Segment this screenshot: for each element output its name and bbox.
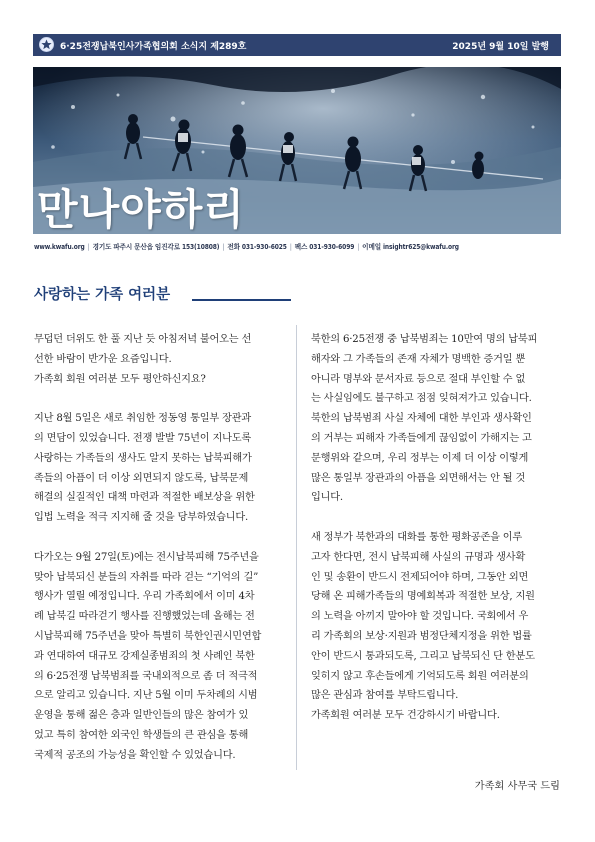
letter-line: 안이 반드시 통과되도록, 그리고 납북되신 단 한분도 bbox=[311, 650, 535, 662]
section-title: 사랑하는 가족 여러분 bbox=[34, 287, 171, 303]
letter-line: 입법 노력을 적극 지지해 줄 것을 당부하였습니다. bbox=[34, 512, 249, 524]
letter-line: 북한의 납북범죄 사실 자체에 대한 부인과 생사확인 bbox=[311, 413, 532, 425]
contact-separator: | bbox=[357, 243, 360, 251]
contact-phone: 전화 031-930-6025 bbox=[227, 243, 287, 251]
letter-paragraph bbox=[34, 330, 259, 389]
letter-line: 잊히지 않고 후손들에게 기억되도록 회원 여러분의 bbox=[311, 670, 529, 682]
contact-separator: | bbox=[87, 243, 90, 251]
letter-line: 국제적 공조의 가능성을 확인할 수 있었습니다. bbox=[34, 749, 236, 761]
letter-line: 고자 한다면, 전시 납북피해 사실의 규명과 생사확 bbox=[311, 551, 526, 563]
letter-paragraph bbox=[34, 409, 259, 528]
banner-photo bbox=[33, 67, 561, 234]
letter-line: 의 면담이 있었습니다. 전쟁 발발 75년이 지나도록 bbox=[34, 432, 252, 444]
letter-paragraph bbox=[311, 330, 536, 508]
letter-line: 으로 알리고 있습니다. 지난 5월 이미 두차례의 시범 bbox=[34, 690, 258, 702]
contact-separator: | bbox=[222, 243, 225, 251]
letter-line: 다가오는 9월 27일(토)에는 전시납북피해 75주년을 bbox=[34, 551, 259, 563]
title-underline bbox=[192, 299, 291, 301]
contact-website[interactable]: www.kwafu.org bbox=[34, 243, 85, 251]
contact-email[interactable]: 이메일 insightr625@kwafu.org bbox=[362, 243, 459, 251]
star-emblem-icon bbox=[39, 37, 54, 52]
letter-line: 사랑하는 가족들의 생사도 알지 못하는 납북피해가 bbox=[34, 452, 252, 464]
letter-line: 지난 8월 5일은 새로 취임한 정동영 통일부 장관과 bbox=[34, 413, 252, 425]
letter-line: 행사가 열릴 예정입니다. 우리 가족회에서 이미 4차 bbox=[34, 591, 255, 603]
letter-line: 입니다. bbox=[311, 492, 343, 504]
letter-line: 새 정부가 북한과의 대화를 통한 평화공존을 이루 bbox=[311, 531, 523, 543]
contact-separator: | bbox=[289, 243, 292, 251]
letter-line: 맞아 납북되신 분들의 자취를 따라 걷는 “기억의 길” bbox=[34, 571, 259, 583]
letter-line: 많은 통일부 장관과의 아픔을 외면해서는 안 될 것 bbox=[311, 472, 526, 484]
newsletter-header-bar bbox=[33, 34, 561, 56]
column-divider bbox=[296, 325, 297, 770]
letter-line: 의 거부는 피해자 가족들에게 끊임없이 가해지는 고 bbox=[311, 432, 532, 444]
letter-line: 운영을 통해 젊은 층과 일반인들의 많은 참여가 있 bbox=[34, 710, 249, 722]
letter-line: 아니라 명부와 문서자료 등으로 절대 부인할 수 없 bbox=[311, 373, 526, 385]
letter-line: 당해 온 피해가족들의 명예회복과 적절한 보상, 지원 bbox=[311, 591, 535, 603]
banner-title: 만나야하리 bbox=[37, 185, 245, 234]
issue-date: 2025년 9월 10일 발행 bbox=[452, 42, 549, 52]
letter-paragraph bbox=[34, 548, 262, 766]
letter-line: 족들의 아픔이 더 이상 외면되지 않도록, 납북문제 bbox=[34, 472, 249, 484]
letter-line: 해자와 그 가족들의 존재 자체가 명백한 증거일 뿐 bbox=[311, 353, 526, 365]
letter-line: 례 납북길 따라걷기 행사를 진행했었는데 올해는 전 bbox=[34, 611, 255, 623]
letter-paragraph bbox=[311, 528, 536, 726]
letter-line: 북한의 6·25전쟁 중 납북범죄는 10만여 명의 납북피 bbox=[311, 334, 538, 345]
letter-line: 시납북피해 75주년을 맞아 특별히 북한인권시민연합 bbox=[34, 630, 262, 642]
letter-line: 많은 관심과 참여를 부탁드립니다. bbox=[311, 690, 459, 702]
letter-line: 의 노력을 아끼지 말아야 할 것입니다. 국회에서 우 bbox=[311, 611, 529, 623]
letter-line: 가족회원 여러분 모두 건강하시기 바랍니다. bbox=[311, 710, 500, 722]
contact-address: 경기도 파주시 문산읍 임진각로 153(10808) bbox=[92, 243, 220, 251]
letter-left-column bbox=[34, 330, 262, 766]
letter-line: 과 연대하여 대규모 강제실종범죄의 첫 사례인 북한 bbox=[34, 650, 255, 662]
signature: 가족회 사무국 드림 bbox=[474, 781, 560, 792]
letter-line: 해결의 실질적인 대책 마련과 적절한 배보상을 위한 bbox=[34, 492, 255, 504]
letter-right-column bbox=[311, 330, 536, 726]
letter-line: 는 사실임에도 불구하고 점점 잊혀져가고 있습니다. bbox=[311, 393, 532, 405]
letter-line: 선한 바람이 반가운 요즘입니다. bbox=[34, 353, 172, 365]
letter-line: 무덥던 더위도 한 풀 지난 듯 아침저녁 불어오는 선 bbox=[34, 334, 252, 345]
contact-line bbox=[34, 241, 562, 251]
letter-line: 가족회 회원 여러분 모두 평안하신지요? bbox=[34, 373, 206, 385]
letter-line: 인 및 송환이 반드시 전제되어야 하며, 그동안 외면 bbox=[311, 571, 529, 583]
letter-line: 리 가족회의 보상·지원과 범정단체지정을 위한 법률 bbox=[311, 630, 532, 642]
contact-fax: 팩스 031-930-6099 bbox=[294, 243, 355, 251]
letter-line: 문행위와 같으며, 우리 정부는 이제 더 이상 이렇게 bbox=[311, 452, 529, 464]
letter-line: 의 6·25전쟁 납북범죄를 국내외적으로 좀 더 적극적 bbox=[34, 670, 258, 682]
letter-line: 었고 특히 참여한 외국인 학생들의 큰 관심을 통해 bbox=[34, 729, 249, 741]
newsletter-title: 6·25전쟁납북인사가족협의회 소식지 제289호 bbox=[60, 42, 247, 52]
